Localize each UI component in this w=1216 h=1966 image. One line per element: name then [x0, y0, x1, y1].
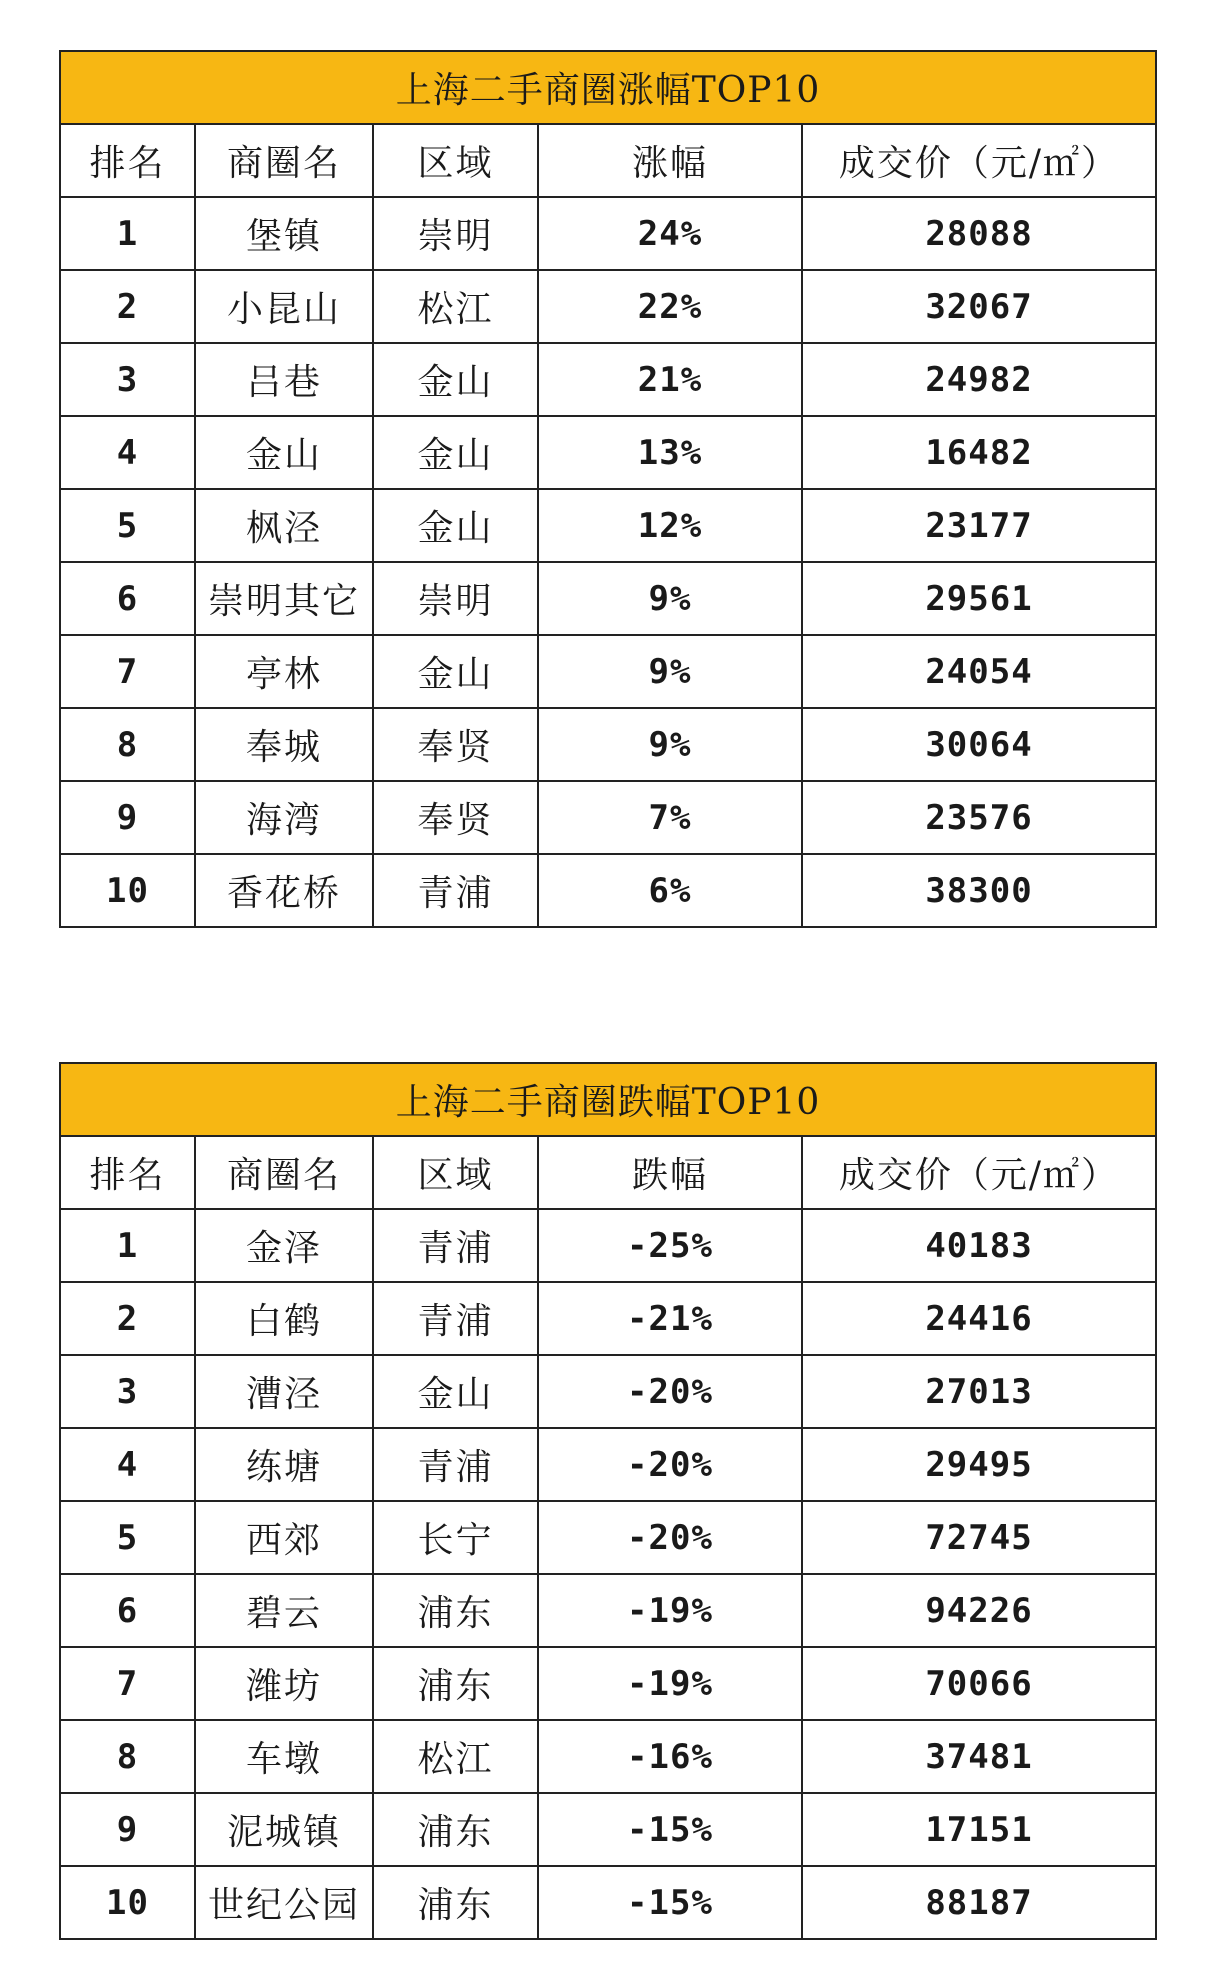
cell-name: 枫泾: [195, 489, 373, 562]
table-row: [60, 197, 1156, 270]
cell-rank: 9: [60, 1793, 195, 1866]
cell-district: 青浦: [373, 1428, 538, 1501]
cell-rank: 2: [60, 1282, 195, 1355]
table-row: [60, 781, 1156, 854]
cell-price: 29495: [802, 1428, 1156, 1501]
cell-change: -20%: [538, 1355, 802, 1428]
cell-price: 27013: [802, 1355, 1156, 1428]
cell-change: 9%: [538, 635, 802, 708]
cell-name: 车墩: [195, 1720, 373, 1793]
cell-rank: 2: [60, 270, 195, 343]
table-row: [60, 854, 1156, 927]
cell-name: 世纪公园: [195, 1866, 373, 1939]
cell-change: 21%: [538, 343, 802, 416]
cell-change: -16%: [538, 1720, 802, 1793]
table-body: [60, 1209, 1156, 1939]
table-row: [60, 270, 1156, 343]
cell-price: 24416: [802, 1282, 1156, 1355]
cell-price: 23576: [802, 781, 1156, 854]
cell-rank: 9: [60, 781, 195, 854]
cell-district: 松江: [373, 270, 538, 343]
fall-top10-table: [59, 1062, 1157, 1940]
table-body: [60, 197, 1156, 927]
cell-name: 金泽: [195, 1209, 373, 1282]
cell-price: 24054: [802, 635, 1156, 708]
cell-district: 青浦: [373, 1209, 538, 1282]
cell-name: 亭林: [195, 635, 373, 708]
cell-price: 17151: [802, 1793, 1156, 1866]
cell-district: 金山: [373, 489, 538, 562]
cell-price: 23177: [802, 489, 1156, 562]
table-row: [60, 1428, 1156, 1501]
cell-price: 94226: [802, 1574, 1156, 1647]
cell-district: 金山: [373, 343, 538, 416]
cell-district: 崇明: [373, 562, 538, 635]
cell-rank: 1: [60, 1209, 195, 1282]
cell-rank: 1: [60, 197, 195, 270]
cell-price: 38300: [802, 854, 1156, 927]
cell-change: -20%: [538, 1501, 802, 1574]
cell-change: 6%: [538, 854, 802, 927]
header-rank: 排名: [60, 124, 195, 197]
cell-price: 72745: [802, 1501, 1156, 1574]
table-row: [60, 1209, 1156, 1282]
cell-district: 长宁: [373, 1501, 538, 1574]
cell-name: 潍坊: [195, 1647, 373, 1720]
cell-rank: 8: [60, 1720, 195, 1793]
table-row: [60, 1355, 1156, 1428]
cell-price: 32067: [802, 270, 1156, 343]
cell-change: -15%: [538, 1866, 802, 1939]
cell-price: 70066: [802, 1647, 1156, 1720]
cell-price: 30064: [802, 708, 1156, 781]
cell-name: 奉城: [195, 708, 373, 781]
header-district: 区域: [373, 124, 538, 197]
header-name: 商圈名: [195, 124, 373, 197]
cell-name: 海湾: [195, 781, 373, 854]
cell-name: 西郊: [195, 1501, 373, 1574]
cell-name: 泥城镇: [195, 1793, 373, 1866]
cell-change: 12%: [538, 489, 802, 562]
cell-rank: 4: [60, 1428, 195, 1501]
cell-change: 9%: [538, 562, 802, 635]
table-row: [60, 1647, 1156, 1720]
cell-rank: 10: [60, 1866, 195, 1939]
cell-change: -21%: [538, 1282, 802, 1355]
cell-district: 崇明: [373, 197, 538, 270]
cell-change: 22%: [538, 270, 802, 343]
cell-price: 28088: [802, 197, 1156, 270]
cell-district: 浦东: [373, 1574, 538, 1647]
cell-change: 9%: [538, 708, 802, 781]
table-row: [60, 1282, 1156, 1355]
cell-price: 16482: [802, 416, 1156, 489]
cell-district: 浦东: [373, 1793, 538, 1866]
cell-name: 练塘: [195, 1428, 373, 1501]
cell-price: 29561: [802, 562, 1156, 635]
cell-change: -15%: [538, 1793, 802, 1866]
cell-rank: 3: [60, 343, 195, 416]
cell-district: 奉贤: [373, 708, 538, 781]
cell-change: -25%: [538, 1209, 802, 1282]
table-title: 上海二手商圈跌幅TOP10: [60, 1063, 1156, 1136]
cell-name: 香花桥: [195, 854, 373, 927]
cell-change: -19%: [538, 1647, 802, 1720]
cell-district: 浦东: [373, 1866, 538, 1939]
table-title: 上海二手商圈涨幅TOP10: [60, 51, 1156, 124]
cell-district: 青浦: [373, 1282, 538, 1355]
cell-rank: 6: [60, 1574, 195, 1647]
cell-price: 37481: [802, 1720, 1156, 1793]
cell-district: 松江: [373, 1720, 538, 1793]
cell-name: 堡镇: [195, 197, 373, 270]
cell-rank: 5: [60, 1501, 195, 1574]
table-row: [60, 635, 1156, 708]
cell-change: -19%: [538, 1574, 802, 1647]
cell-name: 吕巷: [195, 343, 373, 416]
cell-rank: 8: [60, 708, 195, 781]
cell-district: 金山: [373, 1355, 538, 1428]
cell-district: 浦东: [373, 1647, 538, 1720]
cell-change: 24%: [538, 197, 802, 270]
cell-name: 金山: [195, 416, 373, 489]
table-row: [60, 1866, 1156, 1939]
table-title-row: [60, 51, 1156, 124]
table-header-row: [60, 124, 1156, 197]
table-row: [60, 343, 1156, 416]
header-price: 成交价（元/㎡）: [802, 124, 1156, 197]
cell-rank: 10: [60, 854, 195, 927]
cell-district: 金山: [373, 635, 538, 708]
cell-rank: 3: [60, 1355, 195, 1428]
cell-district: 金山: [373, 416, 538, 489]
table-row: [60, 1793, 1156, 1866]
cell-rank: 5: [60, 489, 195, 562]
cell-name: 碧云: [195, 1574, 373, 1647]
cell-district: 青浦: [373, 854, 538, 927]
cell-name: 崇明其它: [195, 562, 373, 635]
table-row: [60, 562, 1156, 635]
cell-rank: 6: [60, 562, 195, 635]
table-title-row: [60, 1063, 1156, 1136]
header-name: 商圈名: [195, 1136, 373, 1209]
cell-change: 7%: [538, 781, 802, 854]
cell-rank: 7: [60, 635, 195, 708]
cell-price: 88187: [802, 1866, 1156, 1939]
rise-top10-table: [59, 50, 1157, 928]
table-row: [60, 416, 1156, 489]
header-district: 区域: [373, 1136, 538, 1209]
cell-name: 小昆山: [195, 270, 373, 343]
cell-rank: 7: [60, 1647, 195, 1720]
header-change: 涨幅: [538, 124, 802, 197]
cell-price: 40183: [802, 1209, 1156, 1282]
header-change: 跌幅: [538, 1136, 802, 1209]
table-row: [60, 708, 1156, 781]
header-price: 成交价（元/㎡）: [802, 1136, 1156, 1209]
cell-name: 漕泾: [195, 1355, 373, 1428]
cell-district: 奉贤: [373, 781, 538, 854]
table-header-row: [60, 1136, 1156, 1209]
header-rank: 排名: [60, 1136, 195, 1209]
cell-name: 白鹤: [195, 1282, 373, 1355]
table-row: [60, 1574, 1156, 1647]
cell-change: -20%: [538, 1428, 802, 1501]
table-row: [60, 1720, 1156, 1793]
table-row: [60, 489, 1156, 562]
table-row: [60, 1501, 1156, 1574]
cell-price: 24982: [802, 343, 1156, 416]
cell-rank: 4: [60, 416, 195, 489]
cell-change: 13%: [538, 416, 802, 489]
